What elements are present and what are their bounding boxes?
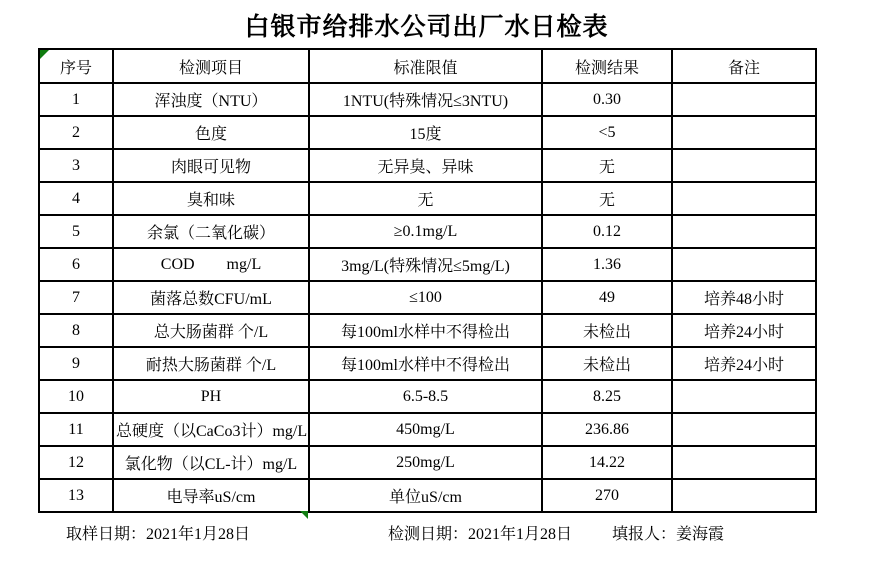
table-row xyxy=(39,149,816,182)
cell-item: 肉眼可见物 xyxy=(113,149,309,182)
testing-date: 检测日期：2021年1月28日 xyxy=(388,526,573,543)
cell-no: 2 xyxy=(39,116,113,149)
cell-limit: 每100ml水样中不得检出 xyxy=(309,347,542,380)
cell-no: 8 xyxy=(39,314,113,347)
header-row xyxy=(39,49,816,83)
cell-no: 5 xyxy=(39,215,113,248)
cell-limit: 250mg/L xyxy=(309,446,542,479)
cell-item: 浑浊度（NTU） xyxy=(113,83,309,116)
sampling-date: 取样日期：2021年1月28日 xyxy=(66,526,251,543)
cell-remark xyxy=(672,446,816,479)
cell-limit: ≤100 xyxy=(309,281,542,314)
cell-item: 余氯（二氧化碳） xyxy=(113,215,309,248)
excel-green-triangle-icon xyxy=(40,50,49,59)
cell-remark: 培养24小时 xyxy=(672,347,816,380)
cell-no: 11 xyxy=(39,413,113,446)
cell-limit: 3mg/L(特殊情况≤5mg/L) xyxy=(309,248,542,281)
cell-limit: 单位uS/cm xyxy=(309,479,542,512)
cell-result: 270 xyxy=(542,479,672,512)
cell-remark xyxy=(672,182,816,215)
cell-item: 总硬度（以CaCo3计）mg/L xyxy=(113,413,309,446)
cell-item: 氯化物（以CL-计）mg/L xyxy=(113,446,309,479)
excel-green-triangle-icon xyxy=(300,511,308,519)
cell-result: 14.22 xyxy=(542,446,672,479)
cell-item: 耐热大肠菌群 个/L xyxy=(113,347,309,380)
cell-remark xyxy=(672,479,816,512)
header-result: 检测结果 xyxy=(542,49,672,83)
cell-no: 1 xyxy=(39,83,113,116)
cell-item: PH xyxy=(113,380,309,413)
cell-result: <5 xyxy=(542,116,672,149)
cell-remark xyxy=(672,83,816,116)
header-remark: 备注 xyxy=(672,49,816,83)
cell-result: 236.86 xyxy=(542,413,672,446)
cell-limit: 6.5-8.5 xyxy=(309,380,542,413)
cell-result: 8.25 xyxy=(542,380,672,413)
cell-item: 总大肠菌群 个/L xyxy=(113,314,309,347)
table-row xyxy=(39,182,816,215)
cell-result: 无 xyxy=(542,149,672,182)
cell-no: 10 xyxy=(39,380,113,413)
footer xyxy=(0,521,885,545)
table-row xyxy=(39,83,816,116)
cell-result: 49 xyxy=(542,281,672,314)
table-row xyxy=(39,380,816,413)
cell-limit: 每100ml水样中不得检出 xyxy=(309,314,542,347)
cell-remark: 培养48小时 xyxy=(672,281,816,314)
table-row xyxy=(39,413,816,446)
reporter-name: 填报人：姜海霞 xyxy=(612,526,725,543)
cell-no: 7 xyxy=(39,281,113,314)
cell-result: 1.36 xyxy=(542,248,672,281)
page-title: 白银市给排水公司出厂水日检表 xyxy=(244,13,609,41)
cell-result: 0.12 xyxy=(542,215,672,248)
cell-item: 菌落总数CFU/mL xyxy=(113,281,309,314)
cell-remark xyxy=(672,413,816,446)
cell-no: 12 xyxy=(39,446,113,479)
cell-remark xyxy=(672,248,816,281)
cell-item: 电导率uS/cm xyxy=(113,479,309,512)
water-inspection-table xyxy=(38,48,817,513)
table-row xyxy=(39,281,816,314)
cell-remark xyxy=(672,116,816,149)
cell-limit: 450mg/L xyxy=(309,413,542,446)
cell-remark: 培养24小时 xyxy=(672,314,816,347)
cell-result: 0.30 xyxy=(542,83,672,116)
table-row xyxy=(39,248,816,281)
cell-remark xyxy=(672,149,816,182)
table-row xyxy=(39,347,816,380)
cell-limit: ≥0.1mg/L xyxy=(309,215,542,248)
cell-result: 未检出 xyxy=(542,314,672,347)
cell-result: 无 xyxy=(542,182,672,215)
cell-no: 13 xyxy=(39,479,113,512)
cell-no: 4 xyxy=(39,182,113,215)
table-row xyxy=(39,116,816,149)
cell-limit: 无异臭、异味 xyxy=(309,149,542,182)
table-row xyxy=(39,215,816,248)
cell-limit: 1NTU(特殊情况≤3NTU) xyxy=(309,83,542,116)
table-row xyxy=(39,314,816,347)
header-item: 检测项目 xyxy=(113,49,309,83)
cell-no: 6 xyxy=(39,248,113,281)
cell-limit: 无 xyxy=(309,182,542,215)
cell-result: 未检出 xyxy=(542,347,672,380)
header-no: 序号 xyxy=(39,49,113,83)
cell-remark xyxy=(672,215,816,248)
cell-remark xyxy=(672,380,816,413)
cell-no: 9 xyxy=(39,347,113,380)
table-row xyxy=(39,479,816,512)
cell-limit: 15度 xyxy=(309,116,542,149)
cell-item: COD mg/L xyxy=(113,248,309,281)
cell-item: 臭和味 xyxy=(113,182,309,215)
cell-item: 色度 xyxy=(113,116,309,149)
cell-no: 3 xyxy=(39,149,113,182)
table-row xyxy=(39,446,816,479)
header-limit: 标准限值 xyxy=(309,49,542,83)
